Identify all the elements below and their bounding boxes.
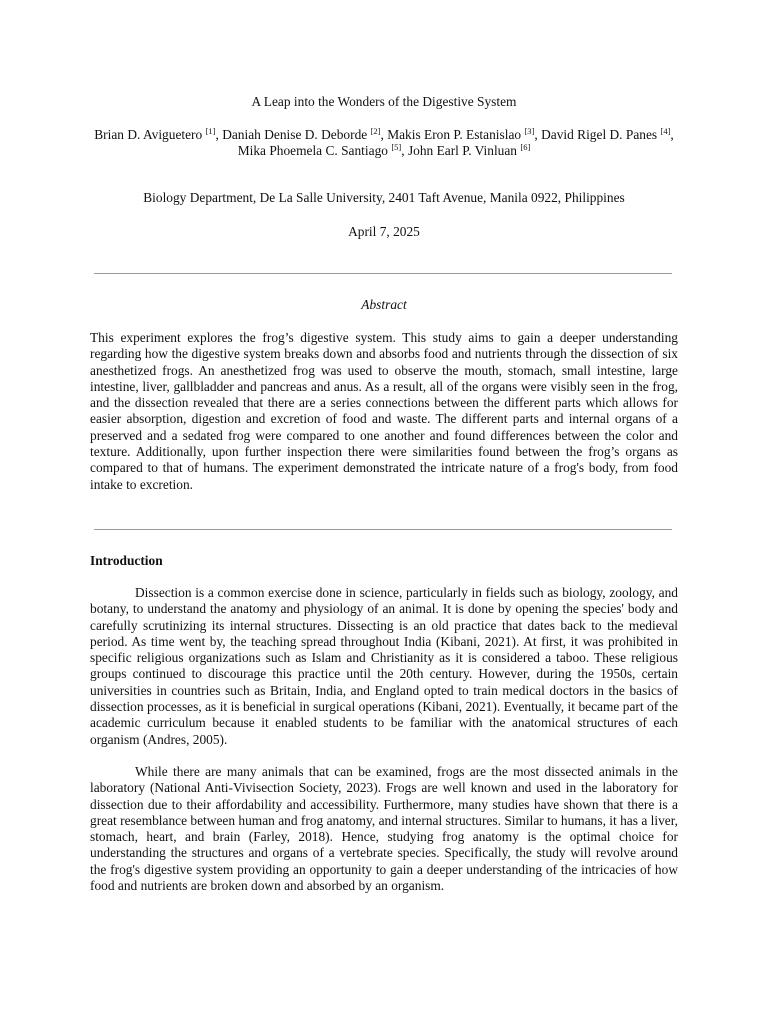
author-affiliation-mark: [5]: [391, 142, 402, 152]
paper-date: April 7, 2025: [348, 224, 420, 239]
abstract-heading: Abstract: [361, 297, 407, 312]
divider: [94, 273, 672, 274]
author-affiliation-mark: [2]: [370, 126, 381, 136]
author-name: John Earl P. Vinluan: [407, 143, 517, 158]
author-name: Makis Eron P. Estanislao: [387, 127, 522, 142]
abstract-body: This experiment explores the frog’s digestive system. This study aims to gain a deeper understanding regarding how the digestive system breaks down and absorbs food and nutrients through the dissection of six anesthetized frogs. An anesthetized frog was used to observe the mouth, stomach, small intestine, large intestine, liver, gallbladder and pancreas and anus. As a result, all of the organs were visibly seen in the frog, and the dissection revealed that there are a series connections between the different parts which allows for easier absorption, digestion and excretion of food and waste. The different parts and internal organs of a preserved and a sedated frog were compared to one another and found differences between the color and texture. Additionally, upon further inspection there were similarities found between the frog’s organs as compared to that of humans. The experiment demonstrated the intricate nature of a frog's body, from food intake to excretion.: [90, 330, 678, 492]
introduction-paragraph: While there are many animals that can be examined, frogs are the most dissected animals in the laboratory (National Anti-Vivisection Society, 2023). Frogs are well known and used in the laboratory for dissection due to their affordability and accessibility. Furthermore, many studies have shown that there is a great resemblance between human and frog anatomy, and internal structures. Similar to humans, it has a liver, stomach, heart, and brain (Farley, 2018). Hence, studying frog anatomy is the optimal choice for understanding the structures and organs of a vertebrate species. Specifically, the study will revolve around the frog's digestive system providing an opportunity to gain a deeper understanding of the intricacies of how food and nutrients are broken down and absorbed by an organism.: [90, 763, 678, 894]
introduction-heading: Introduction: [90, 552, 163, 568]
author-separator: ,: [380, 127, 388, 142]
author-name: Daniah Denise D. Deborde: [222, 127, 368, 142]
author-list: [90, 127, 678, 159]
divider: [94, 529, 672, 530]
author-name: Mika Phoemela C. Santiago: [237, 143, 388, 158]
author-separator: ,: [670, 127, 674, 142]
introduction-paragraph: Dissection is a common exercise done in science, particularly in fields such as biology, zoology, and botany, to understand the anatomy and physiology of an animal. It is done by opening the species' body and carefully scrutinizing its internal structures. Dissecting is an old practice that dates back to the medieval period. As time went by, the teaching spread throughout India (Kibani, 2021). At first, it was prohibited in specific religious organizations such as Islam and Christianity as it is considered a taboo. These religious groups continued to discourage this practice until the 20th century. However, during the 1950s, certain universities in countries such as Britain, India, and England opted to train medical doctors in the basics of dissection processes, as it is beneficial in surgical operations (Kibani, 2021). Eventually, it became part of the academic curriculum because it enabled students to be familiar with the anatomical structures of each organism (Andres, 2005).: [90, 584, 678, 747]
author-affiliation-mark: [3]: [524, 126, 535, 136]
author-affiliation-mark: [6]: [520, 142, 531, 152]
author-affiliation-mark: [1]: [205, 126, 216, 136]
author-name: Brian D. Aviguetero: [94, 127, 203, 142]
author-separator: ,: [215, 127, 223, 142]
paper-title: A Leap into the Wonders of the Digestive System: [251, 94, 517, 109]
author-separator: ,: [534, 127, 542, 142]
author-separator: ,: [401, 143, 408, 158]
author-affiliation-mark: [4]: [660, 126, 671, 136]
author-name: David Rigel D. Panes: [541, 127, 658, 142]
affiliation: Biology Department, De La Salle University, 2401 Taft Avenue, Manila 0922, Philippines: [143, 190, 625, 205]
